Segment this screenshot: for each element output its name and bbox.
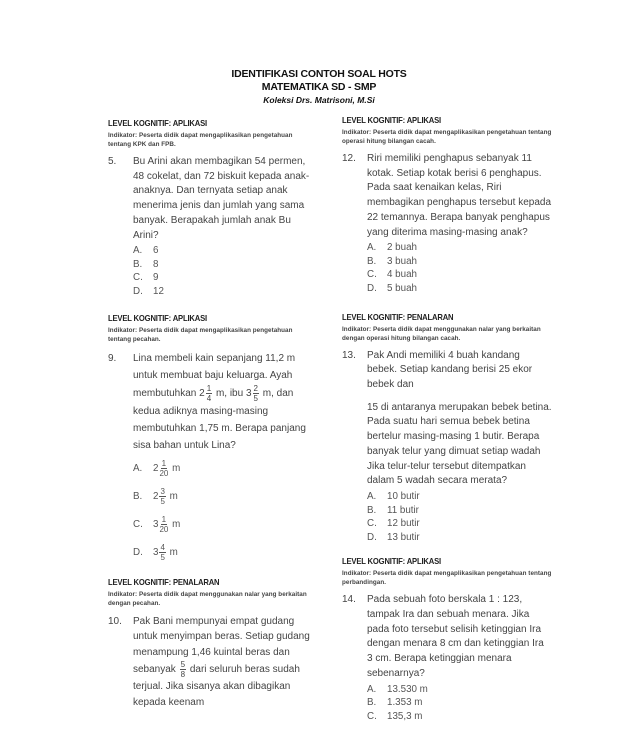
answer-options [367, 241, 552, 295]
cognitive-level: LEVEL KOGNITIF: APLIKASI [108, 312, 207, 323]
question-block-5 [108, 118, 313, 299]
answer-option: C. 4 buah [367, 269, 417, 281]
question-number: 5. [108, 156, 117, 167]
question-block-10 [108, 577, 313, 711]
question-text-continued: 15 di antaranya merupakan bebek betina. Pada suatu hari semua bebek betina bertelur masing-masing 1 butir. Berapa banyak telur yang dimuat setiap wadah Jika telur-telur tersebut ditempatkan dalam 5 wadah secara merata? [367, 401, 552, 487]
indicator-text: Indikator: Peserta didik dapat mengaplikasikan pengetahuan tentang operasi hitung bilangan cacah. [342, 129, 552, 145]
right-column [342, 115, 552, 733]
document-header [0, 68, 638, 106]
question-block-12 [342, 115, 552, 296]
answer-options [133, 455, 313, 567]
indicator-text: Indikator: Peserta didik dapat mengaplikasikan pengetahuan tentang pecahan. [108, 326, 293, 343]
answer-option: A. 2 $\frac{1}{20}$ m [133, 459, 181, 479]
document-title: IDENTIFIKASI CONTOH SOAL HOTS [231, 68, 407, 80]
question-block-14 [342, 556, 552, 723]
answer-option: B. 8 [133, 258, 159, 270]
indicator-text: Indikator: Peserta didik dapat mengaplikasikan pengetahuan tentang KPK dan FPB. [108, 132, 293, 148]
answer-option: A. 13.530 m [367, 683, 428, 695]
question-number: 9. [108, 352, 117, 364]
answer-options [133, 244, 313, 298]
answer-option: B. 3 buah [367, 255, 417, 267]
question-9 [108, 350, 313, 567]
cognitive-level: LEVEL KOGNITIF: PENALARAN [108, 576, 220, 587]
answer-option: D. 5 buah [367, 283, 417, 294]
cognitive-level: LEVEL KOGNITIF: APLIKASI [342, 115, 441, 125]
indicator-text: Indikator: Peserta didik dapat menggunakan nalar yang berkaitan dengan pecahan. [108, 590, 307, 607]
answer-option: C. 3 $\frac{1}{20}$ m [133, 515, 181, 535]
answer-option: A. 10 butir [367, 490, 420, 502]
question-text: Pak Andi memiliki 4 buah kandang bebek. Setiap kandang berisi 25 ekor bebek dan [367, 349, 533, 390]
question-13 [342, 349, 552, 545]
answer-option: B. 11 butir [367, 504, 419, 516]
indicator-text: Indikator: Peserta didik dapat menggunakan nalar yang berkaitan dengan operasi hitung bilangan cacah. [342, 325, 541, 342]
cognitive-level: LEVEL KOGNITIF: APLIKASI [342, 556, 441, 567]
question-number: 14. [342, 594, 356, 606]
question-text: Pada sebuah foto berskala 1 : 123, tampak Ira dan sebuah menara. Jika pada foto tersebut selisih ketinggian Ira dengan menara 8 cm dan ketinggian Ira 3 cm. Berapa ketinggian menara sebenarnya? [367, 594, 544, 679]
answer-option: B. 1.353 m [367, 697, 423, 709]
answer-option: B. 2 $\frac{3}{5}$ m [133, 487, 178, 507]
cognitive-level: LEVEL KOGNITIF: APLIKASI [108, 118, 207, 128]
question-number: 10. [108, 615, 122, 627]
question-14 [342, 593, 552, 723]
answer-option: D. 13 butir [367, 531, 420, 543]
indicator-text: Indikator: Peserta didik dapat mengaplikasikan pengetahuan tentang perbandingan. [342, 570, 552, 587]
question-number: 13. [342, 349, 356, 361]
question-number: 12. [342, 153, 356, 164]
question-block-13 [342, 312, 552, 545]
fraction: $\frac{5}{8}$ [180, 660, 186, 680]
answer-option: C. 9 [133, 272, 159, 284]
answer-options [367, 490, 552, 544]
answer-option: A. 2 buah [367, 242, 417, 254]
document-author: Koleksi Drs. Matrisoni, M.Si [263, 95, 375, 105]
document-subtitle: MATEMATIKA SD - SMP [261, 81, 377, 93]
question-text: Pak Bani mempunyai empat gudang untuk menyimpan beras. Setiap gudang menampung 1,46 kuintal beras dan sebanyak $\frac{5}{8}$ dari seluruh beras sudah terjual. Jika sisanya akan dibagikan kepada keenam [133, 615, 310, 708]
answer-option: C. 135,3 m [367, 710, 423, 722]
question-5 [108, 155, 313, 299]
cognitive-level: LEVEL KOGNITIF: PENALARAN [342, 311, 454, 322]
question-block-9 [108, 313, 313, 567]
question-10 [108, 614, 313, 711]
question-text: Bu Arini akan membagikan 54 permen, 48 cokelat, dan 72 biskuit kepada anak-anaknya. Dan ternyata setiap anak menerima jenis dan jumlah yang sama banyak. Berapakah jumlah anak Bu Arini? [133, 156, 310, 241]
answer-option: A. 6 [133, 245, 159, 257]
answer-option: D. 3 $\frac{4}{5}$ m [133, 543, 178, 563]
mixed-fraction: 2 $\frac{1}{4}$ [199, 383, 212, 403]
answer-option: C. 12 butir [367, 518, 420, 530]
question-12 [342, 152, 552, 296]
question-text: Lina membeli kain sepanjang 11,2 m untuk membuat baju keluarga. Ayah membutuhkan 2 $\frac{1}{4}$ m, ibu 3 $\frac{2}{5}$ m, dan kedua adiknya masing-masing membutuhkan 1,75 m. Berapa panjang sisa bahan untuk Lina? [133, 352, 306, 451]
mixed-fraction: 3 $\frac{2}{5}$ [245, 383, 258, 403]
answer-options [367, 683, 552, 724]
question-text: Riri memiliki penghapus sebanyak 11 kotak. Setiap kotak berisi 6 penghapus. Pada saat kenaikan kelas, Riri membagikan penghapus tersebut kepada 22 temannya. Berapa banyak penghapus yang diterima masing-masing anak? [367, 153, 552, 238]
answer-option: D. 12 [133, 286, 164, 297]
